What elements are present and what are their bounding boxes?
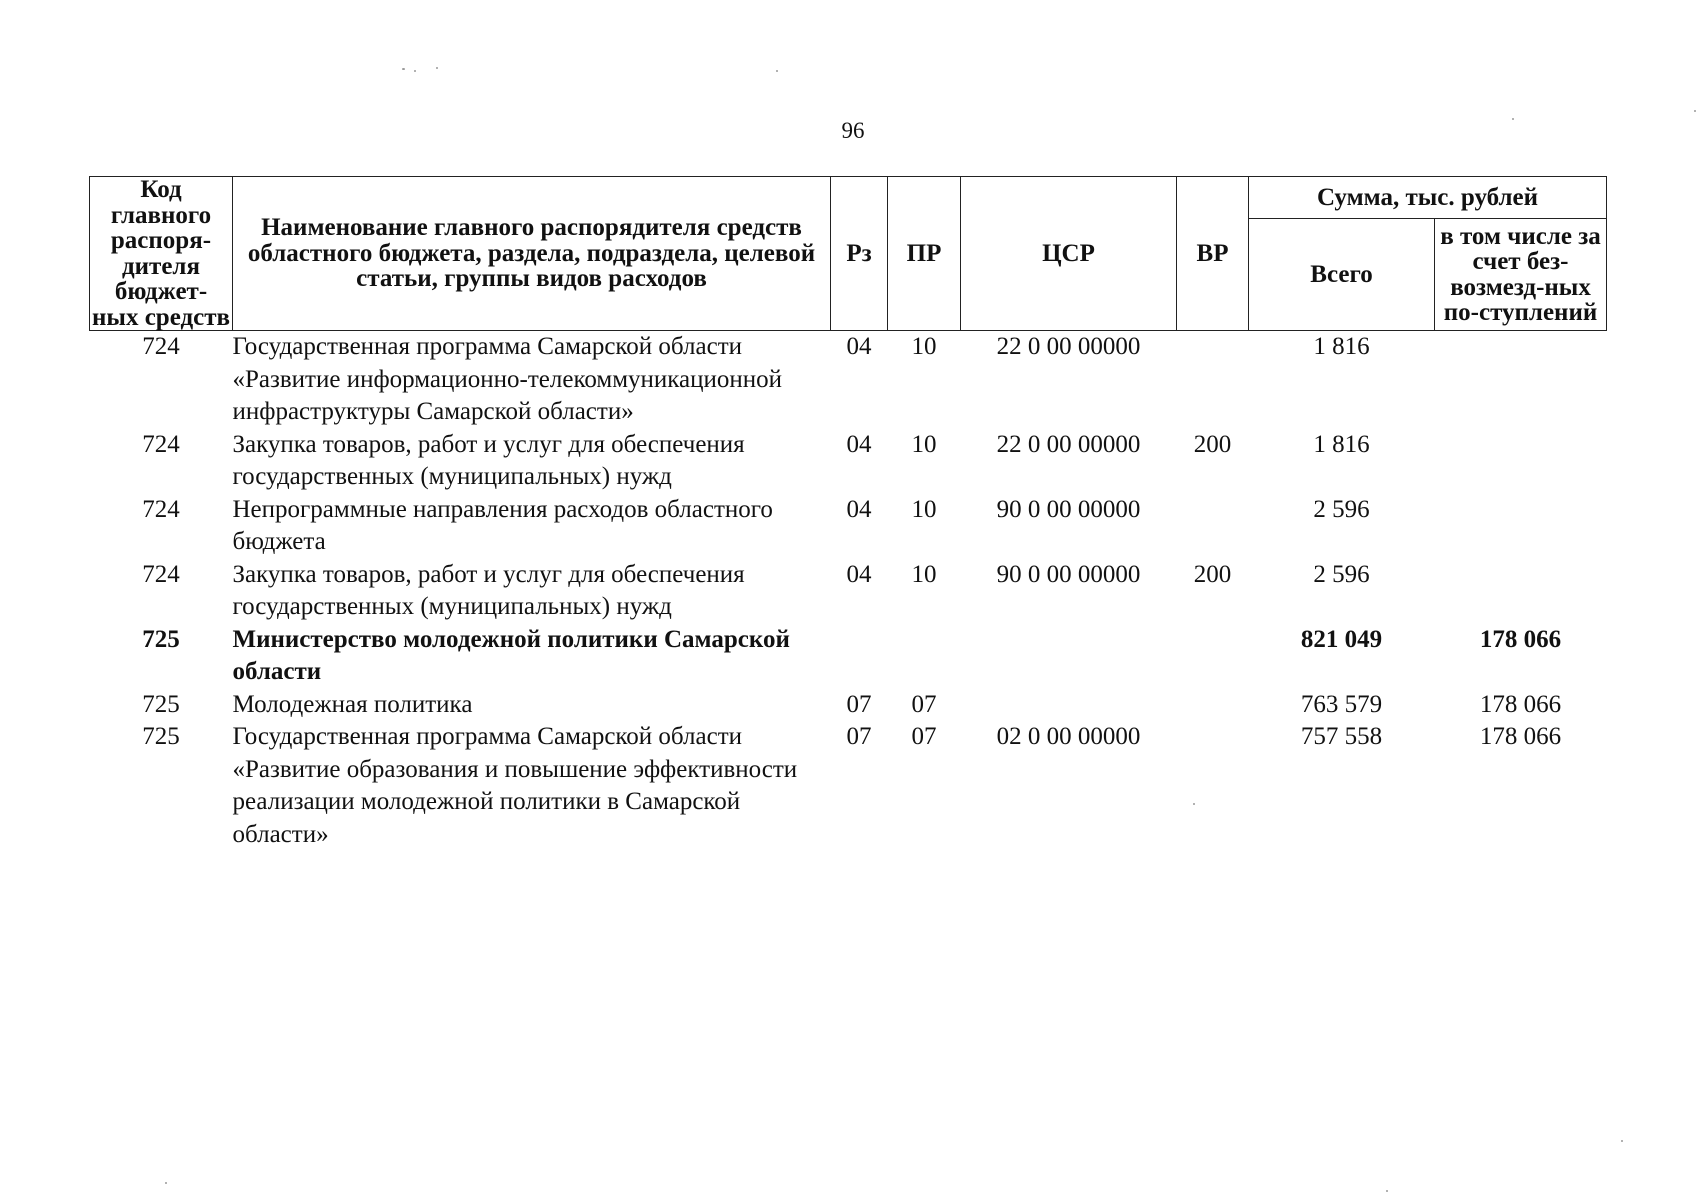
- header-pr: ПР: [888, 177, 961, 331]
- cell-incl: 178 066: [1479, 690, 1562, 718]
- table-row: [90, 559, 1607, 624]
- table-row: [90, 624, 1607, 689]
- cell-total: 1 816: [1313, 430, 1370, 458]
- scan-speck: [776, 70, 778, 72]
- header-incl: в том числе за счет без-возмезд-ных по-ступлений: [1435, 219, 1607, 331]
- cell-name: Закупка товаров, работ и услуг для обеспечения государственных (муниципальных) нужд: [232, 430, 745, 490]
- cell-incl: [1435, 494, 1607, 559]
- cell-incl: 178 066: [1479, 723, 1562, 750]
- cell-incl: [1435, 429, 1607, 494]
- budget-table: [89, 176, 1607, 851]
- cell-vr: [1177, 494, 1249, 559]
- scan-speck: [1512, 118, 1514, 120]
- cell-name: Непрограммные направления расходов областного бюджета: [232, 495, 773, 555]
- cell-csr: 22 0 00 00000: [996, 430, 1141, 458]
- page-number: 96: [841, 118, 865, 143]
- cell-pr: [888, 624, 961, 689]
- cell-total: 757 558: [1300, 723, 1383, 750]
- table-row: [90, 331, 1607, 429]
- table-row: [90, 721, 1607, 851]
- scan-speck: [414, 70, 416, 72]
- cell-vr: 200: [1193, 430, 1232, 458]
- cell-vr: [1177, 689, 1249, 722]
- cell-rz: 04: [846, 430, 872, 458]
- table-row: [90, 429, 1607, 494]
- scan-speck: [402, 68, 405, 70]
- scan-speck: [1386, 1190, 1388, 1192]
- scan-speck: [1694, 110, 1696, 112]
- cell-name: Государственная программа Самарской области «Развитие образования и повышение эффективности реализации молодежной политики в Самарской области»: [232, 723, 798, 848]
- cell-rz: [831, 624, 888, 689]
- table-header: [90, 177, 1607, 331]
- cell-csr: 90 0 00 00000: [996, 560, 1141, 588]
- cell-csr: 22 0 00 00000: [996, 333, 1141, 360]
- cell-csr: [961, 624, 1177, 689]
- header-code: Код главного распоря-дителя бюджет-ных средств: [90, 177, 233, 331]
- cell-vr: 200: [1193, 560, 1232, 588]
- cell-csr: 90 0 00 00000: [996, 495, 1141, 523]
- cell-rz: 04: [846, 560, 872, 588]
- cell-incl: 178 066: [1479, 625, 1562, 653]
- header-csr: ЦСР: [961, 177, 1177, 331]
- cell-total: 821 049: [1300, 625, 1383, 653]
- cell-code: 724: [142, 430, 180, 458]
- cell-code: 725: [142, 625, 180, 653]
- header-name: Наименование главного распорядителя средств областного бюджета, раздела, подраздела, целевой статьи, группы видов расходов: [233, 177, 831, 331]
- cell-vr: [1177, 331, 1249, 429]
- cell-incl: [1435, 559, 1607, 624]
- cell-code: 725: [142, 690, 180, 718]
- cell-csr: [961, 689, 1177, 722]
- cell-pr: 10: [911, 495, 937, 523]
- cell-pr: 07: [911, 723, 937, 750]
- scan-speck: [436, 67, 438, 69]
- cell-pr: 10: [911, 333, 937, 360]
- cell-vr: [1177, 624, 1249, 689]
- cell-pr: 10: [911, 560, 937, 588]
- table-body: [90, 331, 1607, 852]
- scan-speck: [165, 1182, 167, 1184]
- cell-pr: 07: [911, 690, 937, 718]
- header-rz: Рз: [831, 177, 888, 331]
- cell-code: 724: [142, 495, 180, 523]
- cell-total: 2 596: [1313, 495, 1370, 523]
- header-sum: Сумма, тыс. рублей: [1249, 177, 1607, 219]
- table-row: [90, 689, 1607, 722]
- cell-name: Государственная программа Самарской области «Развитие информационно-телекоммуникационной инфраструктуры Самарской области»: [232, 333, 783, 425]
- cell-rz: 04: [846, 495, 872, 523]
- cell-name: Молодежная политика: [232, 690, 473, 718]
- cell-csr: 02 0 00 00000: [996, 723, 1141, 750]
- table-row: [90, 494, 1607, 559]
- cell-vr: [1177, 721, 1249, 851]
- header-total: Всего: [1249, 219, 1435, 331]
- cell-rz: 07: [846, 723, 872, 750]
- scan-speck: [1621, 1140, 1623, 1142]
- cell-code: 724: [142, 560, 180, 588]
- cell-name: Министерство молодежной политики Самарской области: [232, 625, 790, 685]
- cell-incl: [1435, 331, 1607, 429]
- cell-code: 725: [142, 723, 180, 750]
- cell-code: 724: [142, 333, 180, 360]
- header-vr: ВР: [1177, 177, 1249, 331]
- cell-total: 1 816: [1313, 333, 1370, 360]
- cell-rz: 07: [846, 690, 872, 718]
- scan-speck: [1193, 803, 1195, 805]
- cell-total: 2 596: [1313, 560, 1370, 588]
- cell-name: Закупка товаров, работ и услуг для обеспечения государственных (муниципальных) нужд: [232, 560, 745, 620]
- cell-total: 763 579: [1300, 690, 1383, 718]
- cell-rz: 04: [846, 333, 872, 360]
- cell-pr: 10: [911, 430, 937, 458]
